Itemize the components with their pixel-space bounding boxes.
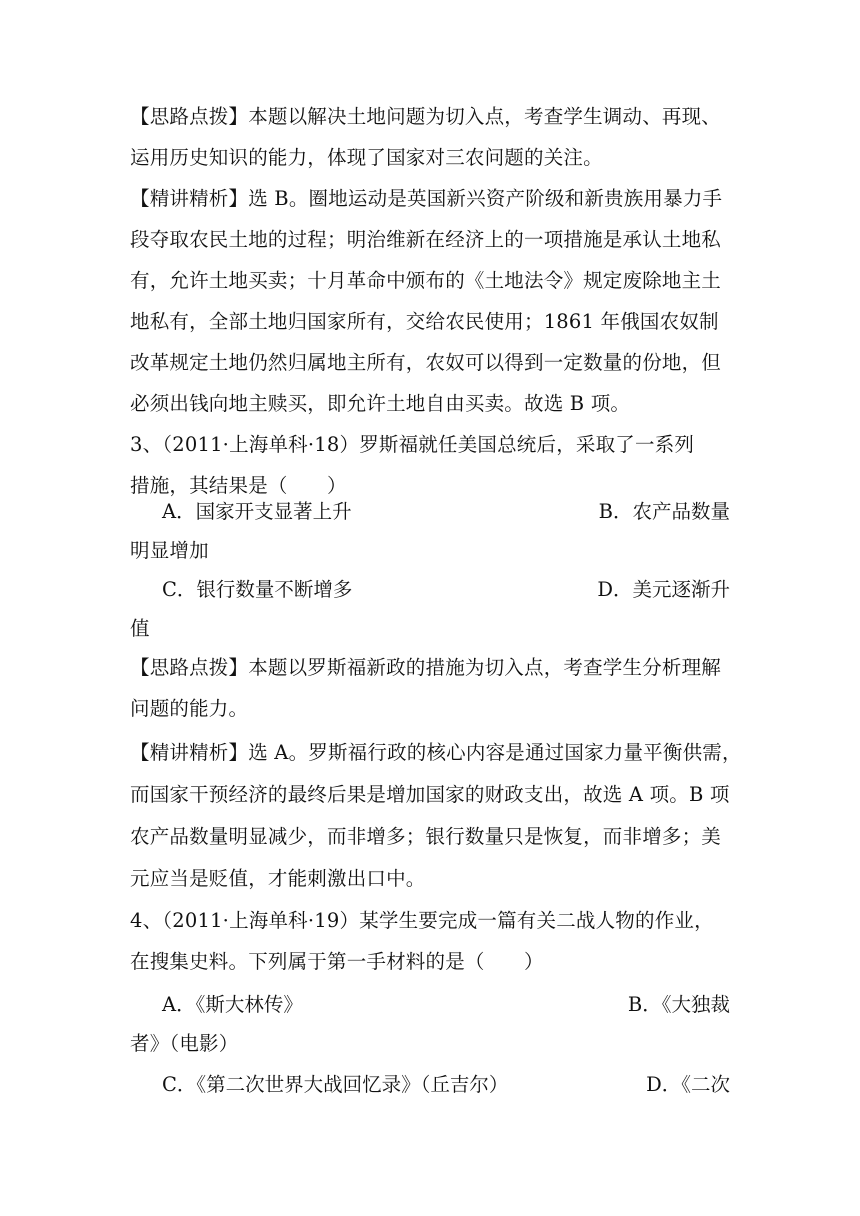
text-line: 改革规定土地仍然归属地主所有，农奴可以得到一定数量的份地，但 — [130, 351, 722, 374]
text-line: 必须出钱向地主赎买，即允许土地自由买卖。故选 B 项。 — [130, 392, 631, 415]
question-4-options-row-2 — [130, 1073, 730, 1097]
text-line: 【精讲精析】选 B。圈地运动是英国新兴资产阶级和新贵族用暴力手 — [130, 187, 723, 210]
question-4-stem: 4、（2011·上海单科·19）某学生要完成一篇有关二战人物的作业， — [130, 909, 714, 932]
option-c: C．银行数量不断增多 — [162, 578, 353, 601]
text-line: 者》（电影） — [130, 1032, 239, 1055]
option-b: B．农产品数量 — [598, 500, 730, 523]
option-d: D．美元逐渐升 — [597, 578, 730, 601]
text-line: 元应当是贬值，才能刺激出口中。 — [130, 867, 426, 890]
text-line: 明显增加 — [130, 539, 209, 562]
question-4-options-row-1 — [130, 993, 730, 1017]
question-3-stem: 措施，其结果是（ ） — [130, 474, 347, 497]
option-a: A．《斯大林传》 — [162, 993, 303, 1016]
question-3-options-row-1 — [130, 500, 730, 524]
text-line: 【思路点拨】本题以解决土地问题为切入点，考查学生调动、再现、 — [130, 105, 722, 128]
text-line: 问题的能力。 — [130, 697, 249, 720]
option-c: C．《第二次世界大战回忆录》（丘吉尔） — [162, 1073, 509, 1096]
question-4-stem: 在搜集史料。下列属于第一手材料的是（ ） — [130, 950, 544, 973]
text-line: 地私有，全部土地归国家所有，交给农民使用；1861 年俄国农奴制 — [130, 310, 719, 333]
question-3-stem: 3、（2011·上海单科·18）罗斯福就任美国总统后，采取了一系列 — [130, 433, 695, 456]
text-line: 【思路点拨】本题以罗斯福新政的措施为切入点，考查学生分析理解 — [130, 656, 722, 679]
text-line: 值 — [130, 617, 150, 640]
text-line: 而国家干预经济的最终后果是增加国家的财政支出，故选 A 项。B 项 — [130, 783, 730, 806]
text-line: 农产品数量明显减少，而非增多；银行数量只是恢复，而非增多；美 — [130, 825, 722, 848]
text-line: 【精讲精析】选 A。罗斯福行政的核心内容是通过国家力量平衡供需， — [130, 741, 742, 764]
question-3-options-row-2 — [130, 578, 730, 602]
text-line: 运用历史知识的能力，体现了国家对三农问题的关注。 — [130, 146, 603, 169]
text-line: 段夺取农民土地的过程；明治维新在经济上的一项措施是承认土地私 — [130, 228, 722, 251]
option-b: B．《大独裁 — [627, 993, 730, 1016]
option-a: A．国家开支显著上升 — [162, 500, 352, 523]
text-line: 有，允许土地买卖；十月革命中颁布的《土地法令》规定废除地主土 — [130, 269, 722, 292]
option-d: D．《二次 — [646, 1073, 730, 1096]
